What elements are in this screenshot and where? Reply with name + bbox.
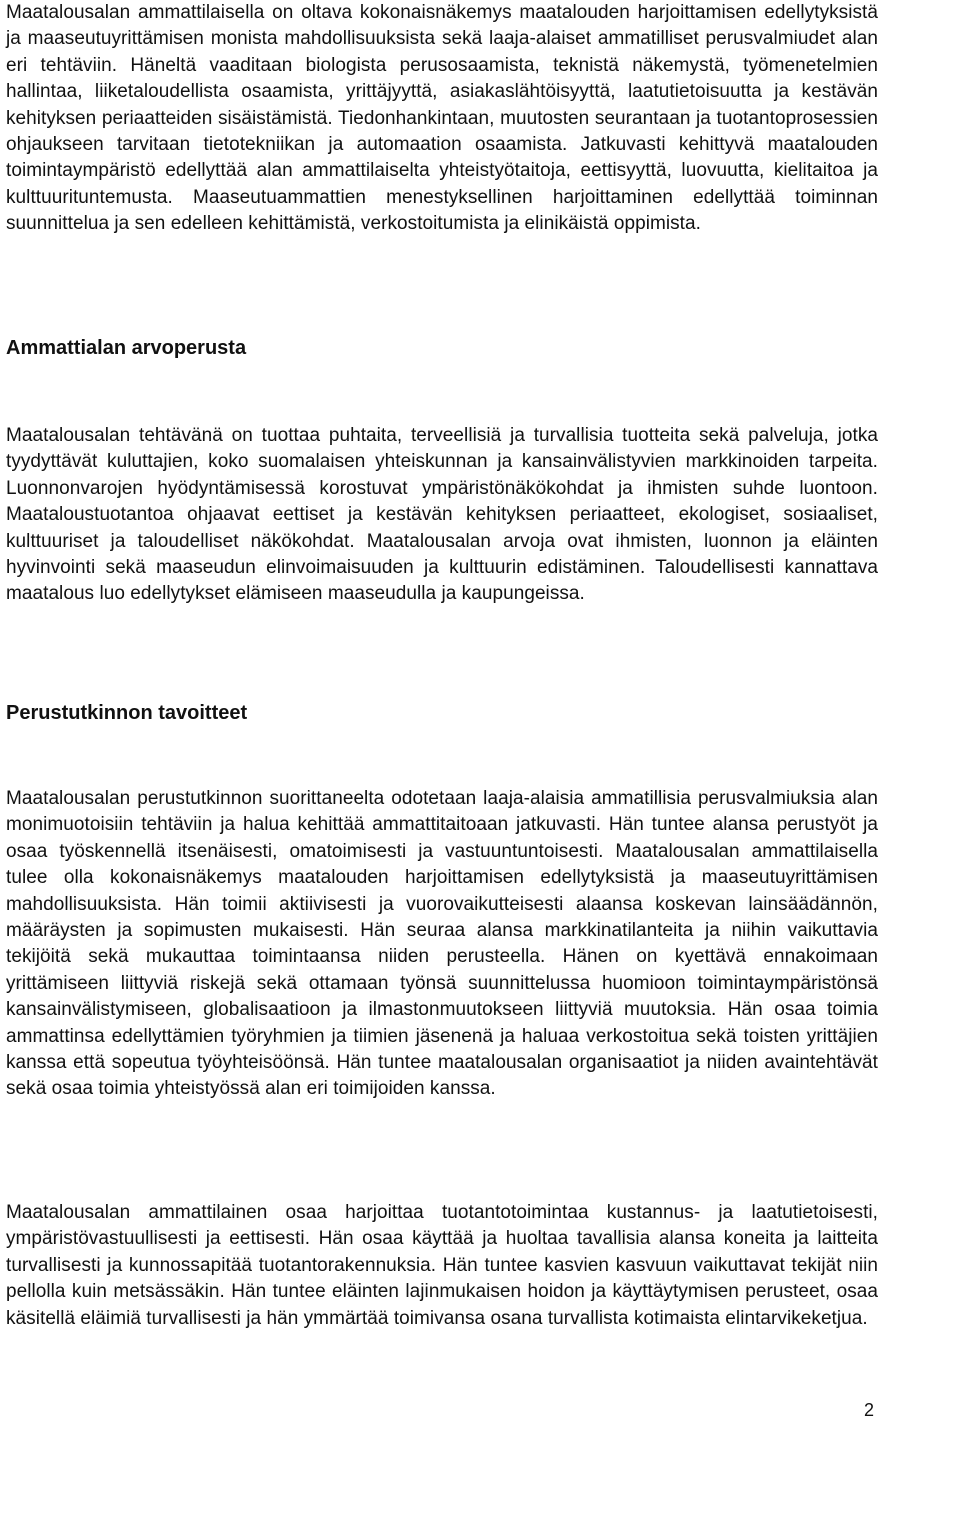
intro-paragraph: Maatalousalan ammattilaisella on oltava kokonaisnäkemys maatalouden harjoittamisen edellytyksistä ja maaseutuyrittämisen monista mahdollisuuksista sekä laaja-alaiset ammatilliset perusvalmiudet alan eri tehtäviin. Häneltä vaaditaan biologista perusosaamista, teknistä näkemystä, työmenetelmien hallintaa, liiketaloudellista osaamista, yrittäjyyttä, asiakaslähtöisyyttä, laatutietoisuutta ja kestävän kehityksen periaatteiden sisäistämistä. Tiedonhankintaan, muutosten seurantaan ja tuotantoprosessien ohjaukseen tarvitaan tietotekniikan ja automaation osaamista. Jatkuvasti kehittyvä maatalouden toimintaympäristö edellyttää alan ammattilaiselta yhteistyötaitoja, eettisyyttä, luovuutta, kielitaitoa ja kulttuurituntemusta. Maaseutuammattien menestyksellinen harjoittaminen edellyttää toiminnan suunnittelua ja sen edelleen kehittämistä, verkostoitumista ja elinikäistä oppimista. bbox=[6, 2, 878, 235]
tavoitteet-paragraph-1: Maatalousalan perustutkinnon suorittaneelta odotetaan laaja-alaisia ammatillisia perusvalmiuksia alan monimuotoisiin tehtäviin ja halua kehittää ammattitaitoaan jatkuvasti. Hän tuntee alansa perustyöt ja osaa työskennellä itsenäisesti, omatoimisesti ja vastuuntuntoisesti. Maatalousalan ammattilaisella tulee olla kokonaisnäkemys maatalouden harjoittamisen edellytyksistä ja maaseutuyrittämisen mahdollisuuksista. Hän toimii aktiivisesti ja vuorovaikutteisesti alaansa koskevan lainsäädännön, määräysten ja sopimusten mukaisesti. Hän seuraa alansa markkinatilanteita ja niihin vaikuttavia tekijöitä sekä mukauttaa toimintaansa niiden perusteella. Hänen on kyettävä ennakoimaan yrittämiseen liittyviä riskejä sekä ottamaan työnsä suunnittelussa huomioon toimintaympäristönsä kansainvälistymiseen, globalisaatioon ja ilmastonmuutokseen liittyviä muutoksia. Hän osaa toimia ammattinsa edellyttämien työryhmien ja tiimien jäsenenä ja haluaa verkostoitua sekä toisten yrittäjien kanssa että sopeutua työyhteisöönsä. Hän tuntee maatalousalan organisaatiot ja niiden avaintehtävät sekä osaa toimia yhteistyössä alan eri toimijoiden kanssa. bbox=[6, 788, 878, 1100]
tavoitteet-paragraph-2: Maatalousalan ammattilainen osaa harjoittaa tuotantotoimintaa kustannus- ja laatutietoisesti, ympäristövastuullisesti ja eettisesti. Hän osaa käyttää ja huoltaa tavallisia alansa koneita ja laitteita turvallisesti ja kunnossapitää tuotantorakennuksia. Hän tuntee kasvien kasvuun vaikuttavat tekijät niin pellolla kuin metsässäkin. Hän tuntee eläinten lajinmukaisen hoidon ja käyttäytymisen perusteet, osaa käsitellä eläimiä turvallisesti ja hän ymmärtää toimivansa osana turvallista kotimaista elintarvikeketjua. bbox=[6, 1202, 878, 1329]
arvoperusta-paragraph: Maatalousalan tehtävänä on tuottaa puhtaita, terveellisiä ja turvallisia tuotteita sekä palveluja, jotka tyydyttävät kuluttajien, koko suomalaisen yhteiskunnan ja kansainvälistyvien markkinoiden tarpeita. Luonnonvarojen hyödyntämisessä korostuvat ympäristönäkökohdat ja ihmisten suhde luontoon. Maataloustuotantoa ohjaavat eettiset ja kestävän kehityksen periaatteet, ekologiset, sosiaaliset, kulttuuriset ja taloudelliset näkökohdat. Maatalousalan arvoja ovat ihmisten, luonnon ja eläinten hyvinvointi sekä maaseudun elinvoimaisuuden ja kulttuurin edistäminen. Taloudellisesti kannattava maatalous luo edellytykset elämiseen maaseudulla ja kaupungeissa. bbox=[6, 425, 878, 605]
page-number: 2 bbox=[863, 1400, 874, 1420]
section-heading-arvoperusta: Ammattialan arvoperusta bbox=[6, 337, 247, 359]
section-heading-tavoitteet: Perustutkinnon tavoitteet bbox=[6, 702, 248, 724]
